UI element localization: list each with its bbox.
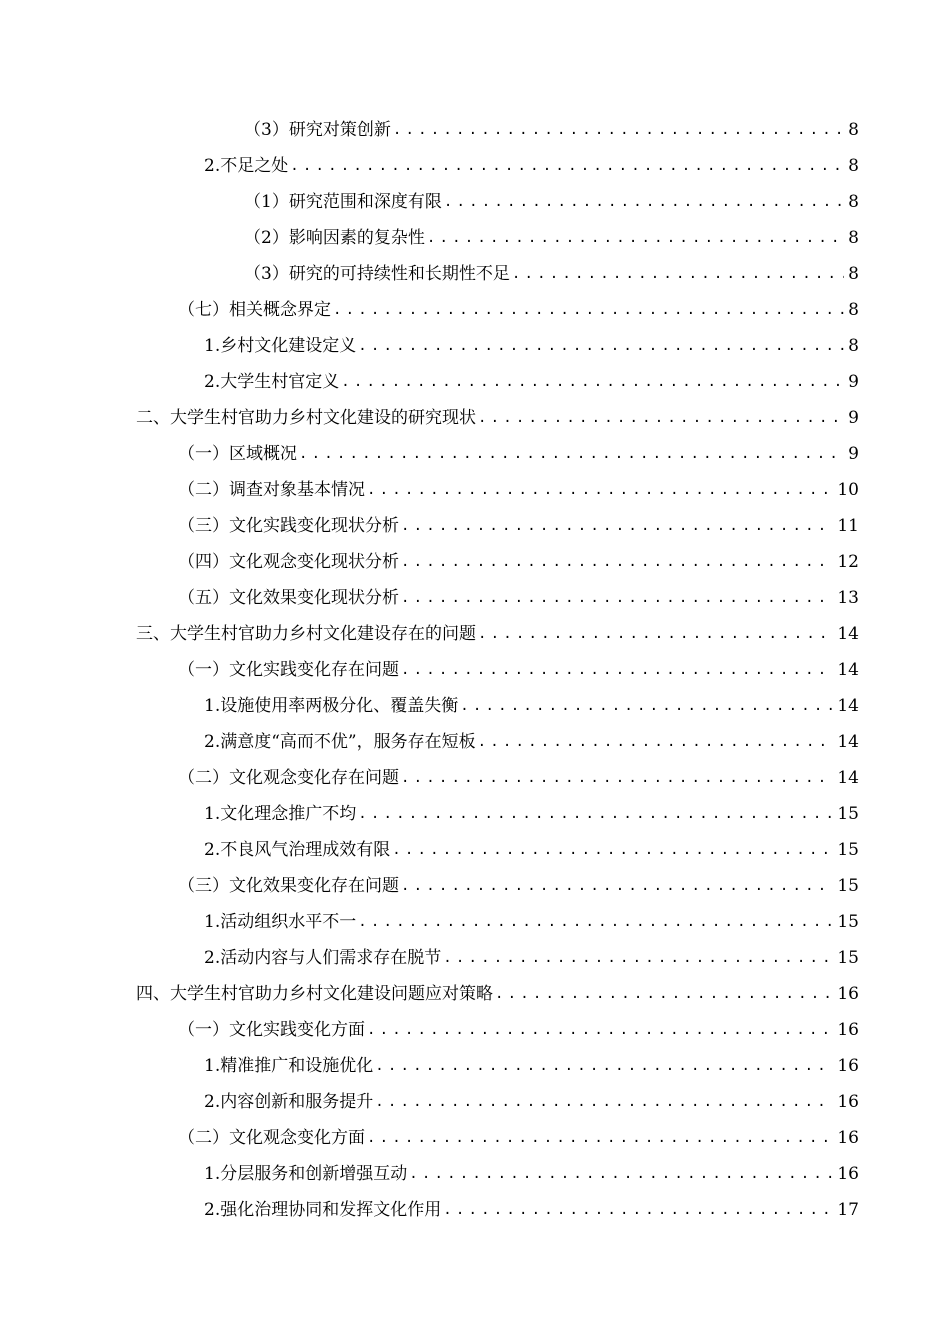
toc-entry[interactable] bbox=[0, 436, 950, 472]
toc-entry-title: 二、大学生村官助力乡村文化建设的研究现状 bbox=[136, 408, 476, 428]
toc-entry-title: （一）文化实践变化存在问题 bbox=[178, 660, 399, 680]
toc-entry-title: 四、大学生村官助力乡村文化建设问题应对策略 bbox=[136, 984, 493, 1004]
toc-entry-title: 2.不足之处 bbox=[204, 156, 289, 176]
toc-entry-title: 2.不良风气治理成效有限 bbox=[204, 840, 391, 860]
toc-entry-title: 1.分层服务和创新增强互动 bbox=[204, 1164, 408, 1184]
toc-entry-title: 2.满意度“高而不优”，服务存在短板 bbox=[204, 732, 476, 752]
toc-entry[interactable] bbox=[0, 1048, 950, 1084]
toc-entry-title: 2.大学生村官定义 bbox=[204, 372, 340, 392]
toc-entry-page-number: 17 bbox=[837, 1200, 859, 1220]
toc-entry[interactable] bbox=[0, 688, 950, 724]
toc-entry-page-number: 13 bbox=[837, 588, 859, 608]
toc-dot-leader bbox=[358, 796, 833, 832]
toc-entry-page-number: 16 bbox=[837, 1128, 859, 1148]
toc-entry[interactable] bbox=[0, 328, 950, 364]
toc-dot-leader bbox=[443, 940, 833, 976]
toc-entry[interactable] bbox=[0, 976, 950, 1012]
toc-dot-leader bbox=[333, 292, 844, 328]
toc-entry[interactable] bbox=[0, 184, 950, 220]
toc-dot-leader bbox=[375, 1084, 833, 1120]
toc-entry-page-number: 16 bbox=[837, 1020, 859, 1040]
toc-entry-page-number: 16 bbox=[837, 1164, 859, 1184]
toc-entry-page-number: 16 bbox=[837, 984, 859, 1004]
toc-entry-page-number: 11 bbox=[837, 516, 859, 536]
toc-entry-page-number: 15 bbox=[837, 804, 859, 824]
toc-entry-title: 三、大学生村官助力乡村文化建设存在的问题 bbox=[136, 624, 476, 644]
toc-entry-page-number: 8 bbox=[848, 336, 859, 356]
toc-entry[interactable] bbox=[0, 400, 950, 436]
toc-dot-leader bbox=[401, 652, 833, 688]
toc-entry[interactable] bbox=[0, 1012, 950, 1048]
toc-dot-leader bbox=[401, 508, 833, 544]
toc-entry-page-number: 14 bbox=[837, 624, 859, 644]
toc-entry-title: 2.强化治理协同和发挥文化作用 bbox=[204, 1200, 442, 1220]
toc-entry-page-number: 16 bbox=[837, 1092, 859, 1112]
toc-entry-title: （3）研究对策创新 bbox=[244, 120, 391, 140]
toc-dot-leader bbox=[460, 688, 833, 724]
toc-entry[interactable] bbox=[0, 724, 950, 760]
toc-entry-page-number: 16 bbox=[837, 1056, 859, 1076]
toc-dot-leader bbox=[290, 148, 844, 184]
toc-entry-page-number: 15 bbox=[837, 948, 859, 968]
toc-entry[interactable] bbox=[0, 904, 950, 940]
toc-entry-title: （二）调查对象基本情况 bbox=[178, 480, 365, 500]
toc-entry-page-number: 14 bbox=[837, 732, 859, 752]
toc-entry[interactable] bbox=[0, 220, 950, 256]
toc-entry[interactable] bbox=[0, 832, 950, 868]
toc-entry-title: （2）影响因素的复杂性 bbox=[244, 228, 425, 248]
toc-entry[interactable] bbox=[0, 256, 950, 292]
toc-dot-leader bbox=[367, 472, 833, 508]
toc-dot-leader bbox=[401, 580, 833, 616]
toc-entry-page-number: 9 bbox=[848, 444, 859, 464]
toc-entry-title: （一）文化实践变化方面 bbox=[178, 1020, 365, 1040]
toc-entry-page-number: 10 bbox=[837, 480, 859, 500]
toc-entry-page-number: 15 bbox=[837, 912, 859, 932]
toc-entry-title: 1.精准推广和设施优化 bbox=[204, 1056, 374, 1076]
toc-entry-title: （三）文化效果变化存在问题 bbox=[178, 876, 399, 896]
toc-entry-title: （二）文化观念变化存在问题 bbox=[178, 768, 399, 788]
toc-entry-page-number: 14 bbox=[837, 696, 859, 716]
toc-entry[interactable] bbox=[0, 112, 950, 148]
toc-entry-page-number: 8 bbox=[848, 192, 859, 212]
toc-dot-leader bbox=[444, 184, 844, 220]
toc-entry[interactable] bbox=[0, 1156, 950, 1192]
toc-entry[interactable] bbox=[0, 544, 950, 580]
toc-entry-title: （3）研究的可持续性和长期性不足 bbox=[244, 264, 510, 284]
toc-entry-page-number: 8 bbox=[848, 228, 859, 248]
toc-entry[interactable] bbox=[0, 148, 950, 184]
toc-entry-title: 1.设施使用率两极分化、覆盖失衡 bbox=[204, 696, 459, 716]
toc-entry-page-number: 15 bbox=[837, 840, 859, 860]
toc-entry-title: 2.内容创新和服务提升 bbox=[204, 1092, 374, 1112]
toc-entry[interactable] bbox=[0, 580, 950, 616]
toc-entry[interactable] bbox=[0, 364, 950, 400]
toc-dot-leader bbox=[392, 832, 833, 868]
toc-entry[interactable] bbox=[0, 1192, 950, 1228]
toc-entry-page-number: 15 bbox=[837, 876, 859, 896]
toc-dot-leader bbox=[401, 544, 833, 580]
toc-dot-leader bbox=[375, 1048, 833, 1084]
toc-dot-leader bbox=[512, 256, 844, 292]
toc-entry-title: （七）相关概念界定 bbox=[178, 300, 331, 320]
toc-dot-leader bbox=[478, 400, 844, 436]
toc-entry-title: （三）文化实践变化现状分析 bbox=[178, 516, 399, 536]
toc-dot-leader bbox=[495, 976, 833, 1012]
toc-entry-page-number: 8 bbox=[848, 120, 859, 140]
toc-entry[interactable] bbox=[0, 1120, 950, 1156]
toc-entry[interactable] bbox=[0, 796, 950, 832]
toc-entry[interactable] bbox=[0, 508, 950, 544]
toc-entry[interactable] bbox=[0, 616, 950, 652]
toc-entry-page-number: 8 bbox=[848, 300, 859, 320]
toc-entry-page-number: 12 bbox=[837, 552, 859, 572]
toc-entry[interactable] bbox=[0, 652, 950, 688]
toc-entry-title: 1.文化理念推广不均 bbox=[204, 804, 357, 824]
toc-entry-page-number: 14 bbox=[837, 768, 859, 788]
toc-dot-leader bbox=[299, 436, 844, 472]
toc-dot-leader bbox=[443, 1192, 833, 1228]
toc-entry[interactable] bbox=[0, 292, 950, 328]
toc-dot-leader bbox=[367, 1120, 833, 1156]
toc-dot-leader bbox=[401, 868, 833, 904]
table-of-contents bbox=[0, 112, 950, 1228]
toc-entry-page-number: 9 bbox=[848, 408, 859, 428]
toc-entry[interactable] bbox=[0, 940, 950, 976]
toc-entry-title: 1.乡村文化建设定义 bbox=[204, 336, 357, 356]
toc-entry-page-number: 14 bbox=[837, 660, 859, 680]
toc-entry-title: （一）区域概况 bbox=[178, 444, 297, 464]
toc-entry-page-number: 8 bbox=[848, 264, 859, 284]
toc-entry[interactable] bbox=[0, 868, 950, 904]
toc-entry-title: 1.活动组织水平不一 bbox=[204, 912, 357, 932]
toc-dot-leader bbox=[401, 760, 833, 796]
toc-entry-page-number: 8 bbox=[848, 156, 859, 176]
toc-entry-title: （四）文化观念变化现状分析 bbox=[178, 552, 399, 572]
toc-dot-leader bbox=[358, 328, 844, 364]
toc-entry-title: （二）文化观念变化方面 bbox=[178, 1128, 365, 1148]
toc-entry[interactable] bbox=[0, 1084, 950, 1120]
toc-dot-leader bbox=[478, 724, 834, 760]
toc-entry[interactable] bbox=[0, 760, 950, 796]
toc-entry-page-number: 9 bbox=[848, 372, 859, 392]
toc-dot-leader bbox=[409, 1156, 833, 1192]
toc-dot-leader bbox=[341, 364, 844, 400]
toc-entry-title: （五）文化效果变化现状分析 bbox=[178, 588, 399, 608]
toc-dot-leader bbox=[478, 616, 833, 652]
toc-entry-title: （1）研究范围和深度有限 bbox=[244, 192, 442, 212]
toc-dot-leader bbox=[367, 1012, 833, 1048]
toc-dot-leader bbox=[358, 904, 833, 940]
toc-entry-title: 2.活动内容与人们需求存在脱节 bbox=[204, 948, 442, 968]
toc-dot-leader bbox=[393, 112, 844, 148]
toc-dot-leader bbox=[427, 220, 844, 256]
toc-entry[interactable] bbox=[0, 472, 950, 508]
